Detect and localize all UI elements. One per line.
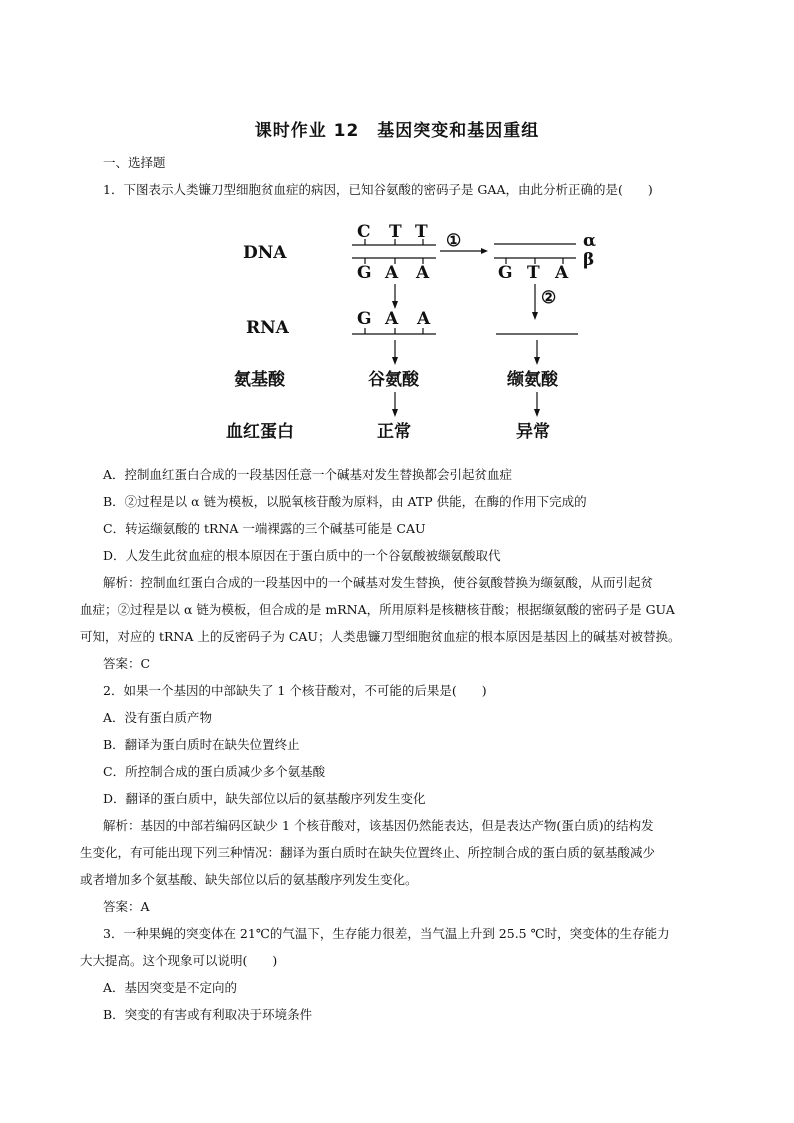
right-bottom-base-2: T [527,263,540,283]
question-3-option-b: B．突变的有害或有利取决于环境条件 [103,1007,313,1022]
question-1-analysis-line-3: 可知，对应的 tRNA 上的反密码子为 CAU；人类患镰刀型细胞贫血症的根本原因是基因上的碱基对被替换。 [80,629,681,644]
section-heading: 一、选择题 [103,155,166,170]
question-1-option-a: A．控制血红蛋白合成的一段基因任意一个碱基对发生替换都会引起贫血症 [103,467,513,482]
alpha-label: α [583,231,597,251]
step-1-label: ① [446,231,462,251]
right-bottom-base-3: A [555,263,569,283]
left-bottom-base-3: A [416,263,430,283]
right-amino-acid: 缬氨酸 [507,370,558,390]
question-2-option-d: D．翻译的蛋白质中，缺失部位以后的氨基酸序列发生变化 [103,791,426,806]
question-1-stem: 1．下图表示人类镰刀型细胞贫血症的病因，已知谷氨酸的密码子是 GAA，由此分析正确的是( ) [103,182,653,197]
question-2-option-c: C．所控制合成的蛋白质减少多个氨基酸 [103,764,326,779]
step-2-label: ② [541,288,557,308]
left-top-base-2: T [389,222,402,242]
right-arrow-translation [534,340,540,365]
sickle-cell-diagram [0,210,794,455]
row-label-hemoglobin: 血红蛋白 [226,422,294,442]
left-top-base-3: T [415,222,428,242]
question-1-analysis-line-2: 血症；②过程是以 α 链为模板，但合成的是 mRNA，所用原料是核糖核苷酸；根据缬氨酸的密码子是 GUA [80,602,675,617]
left-top-base-1: C [357,222,371,242]
question-2-stem: 2．如果一个基因的中部缺失了 1 个核苷酸对，不可能的后果是( ) [103,683,487,698]
question-1-analysis-line-1: 解析：控制血红蛋白合成的一段基因中的一个碱基对发生替换，使谷氨酸替换为缬氨酸，从而引起贫 [103,575,654,590]
question-1-option-c: C．转运缬氨酸的 tRNA 一端裸露的三个碱基可能是 CAU [103,521,426,536]
question-1-option-b: B．②过程是以 α 链为模板，以脱氧核苷酸为原料，由 ATP 供能，在酶的作用下完成的 [103,494,587,509]
right-arrow-hemoglobin [534,392,540,417]
row-label-amino-acid: 氨基酸 [234,370,285,390]
question-2-analysis-line-2: 生变化，有可能出现下列三种情况：翻译为蛋白质时在缺失位置终止、所控制合成的蛋白质的氨基酸减少 [80,845,656,860]
right-bottom-base-1: G [498,263,513,283]
left-bottom-base-2: A [385,263,399,283]
beta-label: β [583,250,595,270]
row-label-rna: RNA [246,318,289,338]
rna-base-2: A [385,309,399,329]
left-arrow-translation [392,340,398,365]
question-2-analysis-line-1: 解析：基因的中部若编码区缺少 1 个核苷酸对，该基因仍然能表达，但是表达产物(蛋白质)的结构发 [103,818,654,833]
left-amino-acid: 谷氨酸 [368,370,419,390]
page-title: 课时作业 12 基因突变和基因重组 [254,121,540,141]
question-2-answer: 答案：A [103,899,150,914]
right-result: 异常 [516,422,550,442]
left-dna-strands [352,239,436,264]
left-arrow-hemoglobin [392,392,398,417]
question-2-analysis-line-3: 或者增加多个氨基酸、缺失部位以后的氨基酸序列发生变化。 [80,872,418,887]
right-dna-strands [494,244,576,264]
left-arrow-transcription [392,284,398,309]
question-3-option-a: A．基因突变是不定向的 [103,980,238,995]
question-3-stem-line-2: 大大提高。这个现象可以说明( ) [80,953,278,968]
question-2-option-b: B．翻译为蛋白质时在缺失位置终止 [103,737,300,752]
question-3-stem-line-1: 3．一种果蝇的突变体在 21℃的气温下，生存能力很差，当气温上升到 25.5 ℃时，突变体的生存能力 [103,926,670,941]
question-1-option-d: D．人发生此贫血症的根本原因在于蛋白质中的一个谷氨酸被缬氨酸取代 [103,548,501,563]
left-result: 正常 [377,422,411,442]
right-arrow-step-2 [532,284,538,320]
question-2-option-a: A．没有蛋白质产物 [103,710,213,725]
rna-base-3: A [417,309,431,329]
rna-base-1: G [357,309,372,329]
row-label-dna: DNA [243,243,287,263]
question-1-answer: 答案：C [103,656,151,671]
left-bottom-base-1: G [357,263,372,283]
